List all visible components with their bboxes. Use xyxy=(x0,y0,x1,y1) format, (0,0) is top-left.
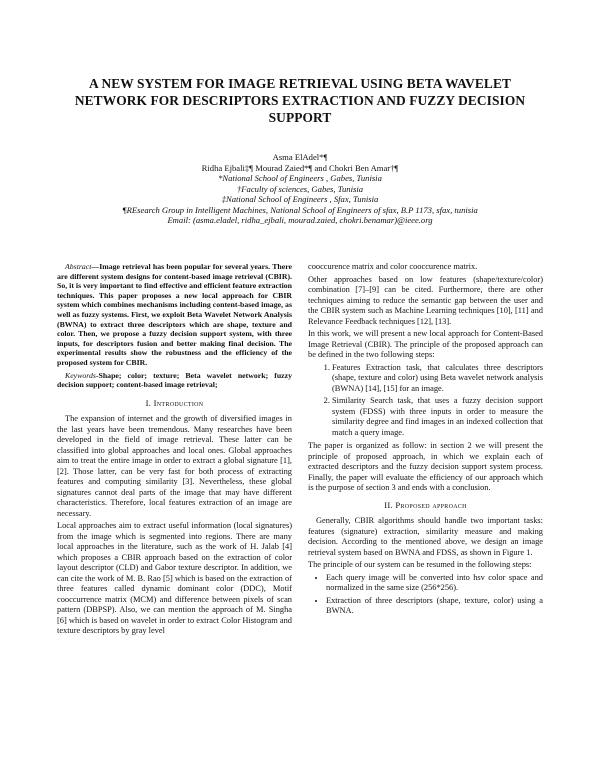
section-title: Introduction xyxy=(153,397,204,408)
author-line-1: Asma ElAdel*¶ xyxy=(272,152,328,162)
paragraph-low-features: Other approaches based on low features (shape/texture/color) combination [7]–[9] can be cited. Furthermore, there are other techniques aiming to reduce the semantic gap between the user and the CBIR system such as Machine Learning techniques [10], [11] and Relevance Feedback techniques [12], [13]. xyxy=(308,274,543,326)
affiliation-3: ‡National School of Engineers , Sfax, Tunisia xyxy=(221,194,379,204)
paragraph-this-work: In this work, we will present a new local approach for Content-Based Image Retrieval (CBIR). The principle of the proposed approach can be defined in the two following steps: xyxy=(308,329,543,359)
right-column xyxy=(308,262,543,762)
list-item: 1. Features Extraction task, that calculates three descriptors (shape, texture and color) using Beta wavelet network analysis (BWNA) [14], [15] for an image. xyxy=(332,363,543,395)
keywords-lead: Keywords xyxy=(65,370,96,380)
section-number: I. xyxy=(145,397,152,408)
intro-paragraph-1: The expansion of internet and the growth of diversified images in the last years have been tremendous. Many researches have been developed in the field of image retrieval. These latter can be classified into global approaches and local ones. Global approaches aim to treat the entire image in order to extract a global signature [1], [2]. Those latter, can be very fast for both process of extracting features and computing similarity [3]. Nevertheless, these global signatures cannot deal parts of the image that may have different characteristics. Therefore, local features extraction of an image are necessary. xyxy=(57,414,292,518)
paragraph-organization: The paper is organized as follow: in section 2 we will present the principle of proposed approach, in which we explain each of extracted descriptors and the fuzzy decision support system process. Finally, the paper will evaluate the efficiency of our approach which is the purpose of section 3 and ends with a conclusion. xyxy=(308,441,543,492)
section-heading-introduction xyxy=(57,398,292,409)
section-number: II. xyxy=(384,499,393,510)
section-heading-proposed-approach xyxy=(308,500,543,511)
keywords xyxy=(57,371,292,390)
list-item: • Each query image will be converted into hsv color space and normalized in the same size (256*256). xyxy=(326,573,543,594)
list-item: 2. Similarity Search task, that uses a fuzzy decision support system (FDSS) with three inputs in order to measure the similarity degree and find images in an indexed collection that match a query image. xyxy=(332,396,543,438)
list-item: • Extraction of three descriptors (shape, texture, color) using a BWNA. xyxy=(326,596,543,617)
abstract-text: —Image retrieval has been popular for several years. There are different system designs for content-based image retrieval (CBIR). So, it is very important to find effective and efficient feature extraction techniques. This paper proposes a new local approach for CBIR system which combines mechanisms including content-based image, as well as fuzzy systems. First, we exploit Beta Wavelet Network Analysis (BWNA) to extract three descriptors which are shape, texture and color. Then, we propose a fuzzy decision support system, with three inputs, for descriptors fusion and better making final decision. The experimental results show the robustness and the efficiency of the proposed system for CBIR. xyxy=(57,262,292,367)
left-column xyxy=(57,262,292,762)
paragraph-continued: cooccurence matrix and color cooccurence matrix. xyxy=(308,262,478,271)
paragraph-generally: Generally, CBIR algorithms should handle two important tasks: features (signature) extraction, similarity measure and making decision. According to the mentioned above, we design an image retrieval system based on BWNA and FDSS, as shown in Figure 1. xyxy=(308,516,543,557)
steps-list xyxy=(308,363,543,439)
affiliation-1: *National School of Engineers , Gabes, Tunisia xyxy=(218,173,382,183)
paper-title: A NEW SYSTEM FOR IMAGE RETRIEVAL USING BETA WAVELET NETWORK FOR DESCRIPTORS EXTRACTION AND FUZZY DECISION SUPPORT xyxy=(74,76,526,125)
abstract-lead: Abstract xyxy=(65,262,92,271)
section-title: Proposed approach xyxy=(395,499,467,510)
paragraph-principle: The principle of our system can be resumed in the following steps: xyxy=(308,560,532,569)
keywords-text: -Shape; color; texture; Beta wavelet network; fuzzy decision support; content-based image retrieval; xyxy=(57,370,292,390)
abstract xyxy=(57,262,292,368)
author-block xyxy=(60,152,540,226)
intro-paragraph-2: Local approaches aim to extract useful information (local signatures) from the image which is segmented into regions. There are many local approaches in the literature, such as the work of H. Jalab [4] which proposes a CBIR approach based on the extraction of color layout descriptor (CLD) and Gabor texture descriptor. In addition, we can cite the work of M. B. Rao [5] which is based on the extraction of three features called dynamic dominant color (DDC), Motif cooccurrence matrix (MCM) and difference between pixels of scan pattern (DBPSP). Also, we can mention the approach of M. Singha [6] which is based on wavelet in order to extract Color Histogram and texture descriptors by gray level xyxy=(57,521,292,636)
author-email: Email: (asma.eladel, ridha_ejbali, mourad.zaied, chokri.benamar)@ieee.org xyxy=(167,215,433,225)
affiliation-4: ¶REsearch Group in Intelligent Machines, National School of Engineers of sfax, B.P 1173, sfax, tunisia xyxy=(122,204,478,215)
author-line-2: Ridha Ejbali‡¶ Mourad Zaied*¶ and Chokri Ben Amar†¶ xyxy=(201,162,399,173)
principle-bullets xyxy=(308,573,543,617)
affiliation-2: †Faculty of sciences, Gabes, Tunisia xyxy=(236,183,364,194)
